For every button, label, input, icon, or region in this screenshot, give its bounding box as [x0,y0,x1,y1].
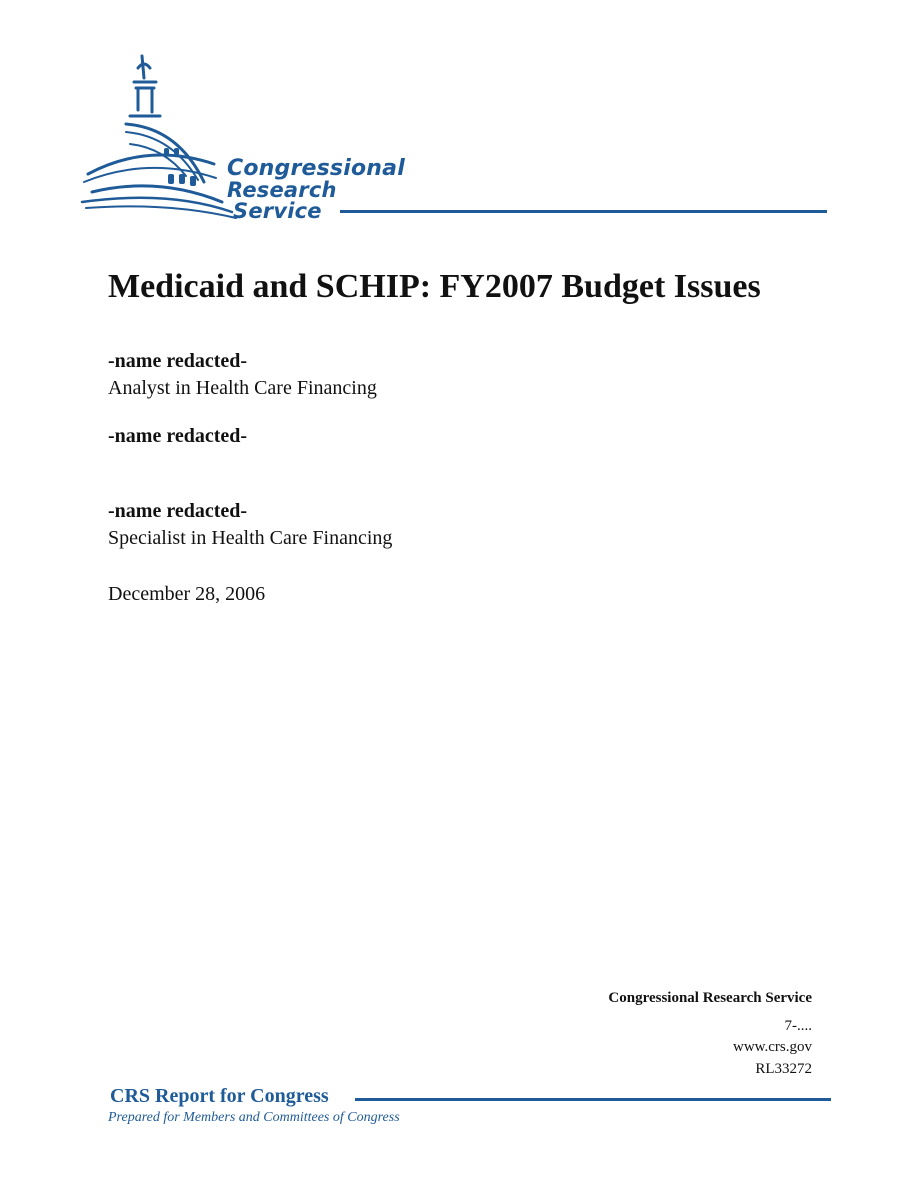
capitol-dome-icon [78,52,248,227]
footer-rule [355,1098,831,1101]
author-3-role: Specialist in Health Care Financing [108,527,393,549]
logo-rule [340,210,827,213]
author-1-name: -name redacted- [108,350,248,372]
logo-text-research: Research [227,178,337,202]
meta-website[interactable]: www.crs.gov [732,1039,812,1055]
author-3-name: -name redacted- [108,500,248,522]
author-1-role: Analyst in Health Care Financing [108,377,377,399]
meta-order-code: 7-.... [784,1018,812,1034]
footer-title: CRS Report for Congress [110,1085,329,1107]
report-title: Medicaid and SCHIP: FY2007 Budget Issues [108,268,761,305]
footer-subtitle: Prepared for Members and Committees of Congress [108,1110,400,1125]
meta-report-number: RL33272 [755,1061,812,1077]
meta-organization: Congressional Research Service [608,990,812,1006]
report-date: December 28, 2006 [108,583,266,605]
logo-text-congressional: Congressional [227,156,405,181]
crs-logo [78,52,838,227]
logo-text-service: Service [233,199,322,223]
author-2-name: -name redacted- [108,425,248,447]
